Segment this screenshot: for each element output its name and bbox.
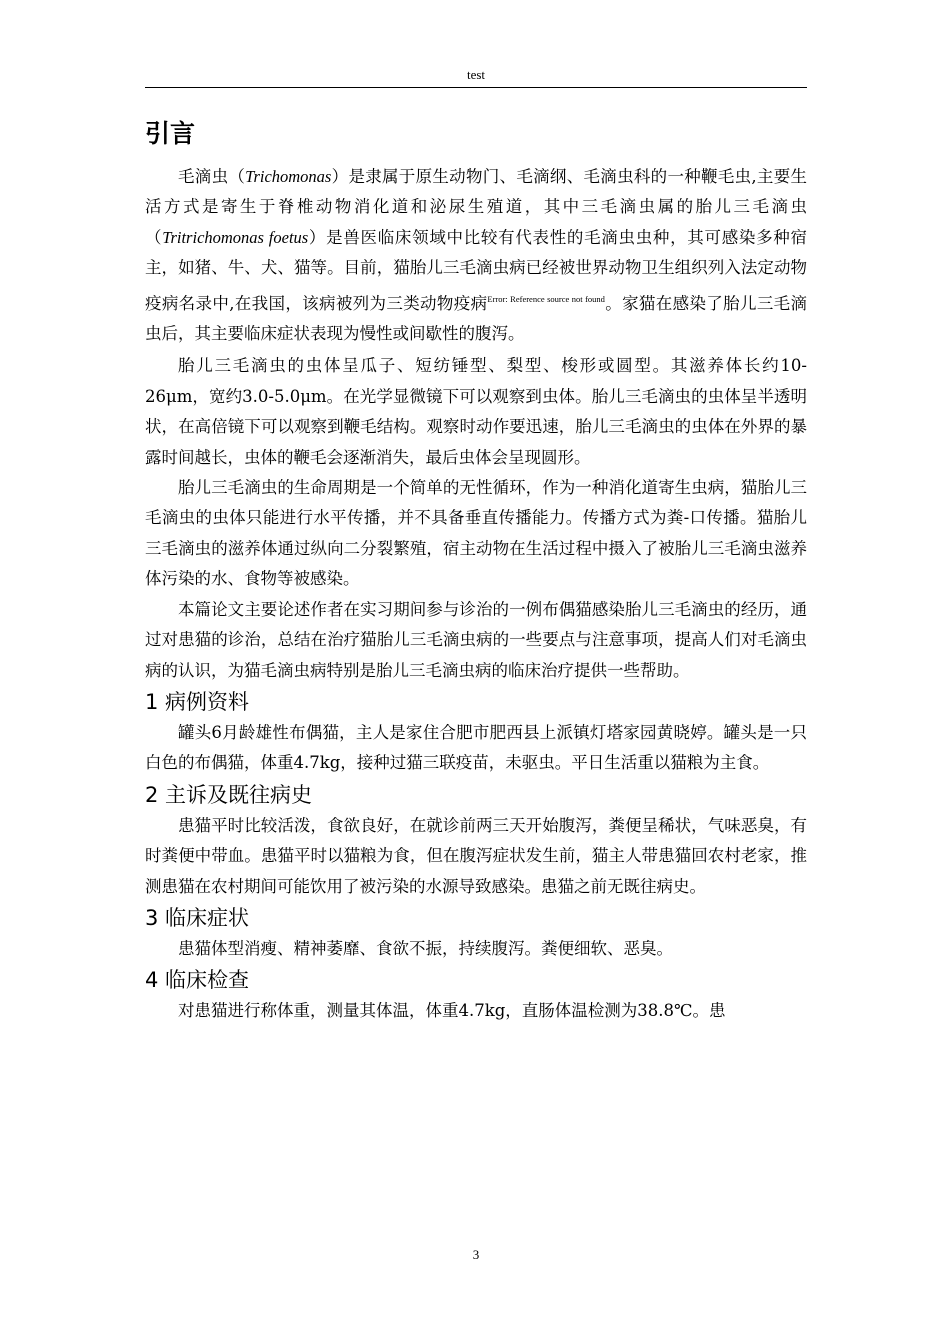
section-heading-4: 4 临床检查 [145,968,250,993]
page-title: 引言 [145,119,196,148]
section-paragraph-3: 患猫体型消瘦、精神萎靡、食欲不振，持续腹泻。粪便细软、恶臭。 [178,938,673,958]
header-rule [145,87,807,88]
section-paragraph-4: 对患猫进行称体重，测量其体温，体重4.7kg，直肠体温检测为38.8℃。患 [178,1001,726,1021]
intro-paragraph-3: 胎儿三毛滴虫的生命周期是一个简单的无性循环，作为一种消化道寄生虫病，猫胎儿三毛滴虫的虫体只能进行水平传播，并不具备垂直传播能力。传播方式为粪-口传播。猫胎儿三毛滴虫的滋养体通过纵向二分裂繁殖，宿主动物在生活过程中摄入了被胎儿三毛滴虫滋养体污染的水、食物等被感染。 [145,478,807,589]
section-paragraph-1: 罐头6月龄雄性布偶猫，主人是家住合肥市肥西县上派镇灯塔家园黄晓婷。罐头是一只白色的布偶猫，体重4.7kg，接种过猫三联疫苗，未驱虫。平日生活重以猫粮为主食。 [145,722,807,773]
section-heading-1: 1 病例资料 [145,689,250,714]
section-heading-3: 3 临床症状 [145,905,250,930]
document-body [145,116,807,1027]
page-number: 3 [472,1247,480,1262]
section-paragraph-2: 患猫平时比较活泼，食欲良好，在就诊前两三天开始腹泻，粪便呈稀状，气味恶臭，有时粪便中带血。患猫平时以猫粮为食，但在腹泻症状发生前，猫主人带患猫回农村老家，推测患猫在农村期间可能饮用了被污染的水源导致感染。患猫之前无既往病史。 [145,815,807,896]
intro-paragraph-1: 毛滴虫（Trichomonas）是隶属于原生动物门、毛滴纲、毛滴虫科的一种鞭毛虫,主要生活方式是寄生于脊椎动物消化道和泌尿生殖道，其中三毛滴虫属的胎儿三毛滴虫（Tritrichomonas foetus）是兽医临床领域中比较有代表性的毛滴虫虫种，其可感染多种宿主，如猪、牛、犬、猫等。目前，猫胎儿三毛滴虫病已经被世界动物卫生组织列入法定动物疫病名录中,在我国，该病被列为三类动物疫病$^{Error: Reference source not found}$。家猫在感染了胎儿三毛滴虫后，其主要临床症状表现为慢性或间歇性的腹泻。 [145,167,808,344]
intro-paragraph-4: 本篇论文主要论述作者在实习期间参与诊治的一例布偶猫感染胎儿三毛滴虫的经历，通过对患猫的诊治，总结在治疗猫胎儿三毛滴虫病的一些要点与注意事项，提高人们对毛滴虫病的认识，为猫毛滴虫病特别是胎儿三毛滴虫病的临床治疗提供一些帮助。 [145,599,807,680]
page-header: test [466,67,486,82]
intro-paragraph-2: 胎儿三毛滴虫的虫体呈瓜子、短纺锤型、梨型、梭形或圆型。其滋养体长约10-26μm，宽约3.0-5.0μm。在光学显微镜下可以观察到虫体。胎儿三毛滴虫的虫体呈半透明状，在高倍镜下可以观察到鞭毛结构。观察时动作要迅速，胎儿三毛滴虫的虫体在外界的暴露时间越长，虫体的鞭毛会逐渐消失，最后虫体会呈现圆形。 [145,356,807,467]
reference-error: Error: Reference source not found [487,293,605,304]
section-heading-2: 2 主诉及既往病史 [145,782,313,807]
